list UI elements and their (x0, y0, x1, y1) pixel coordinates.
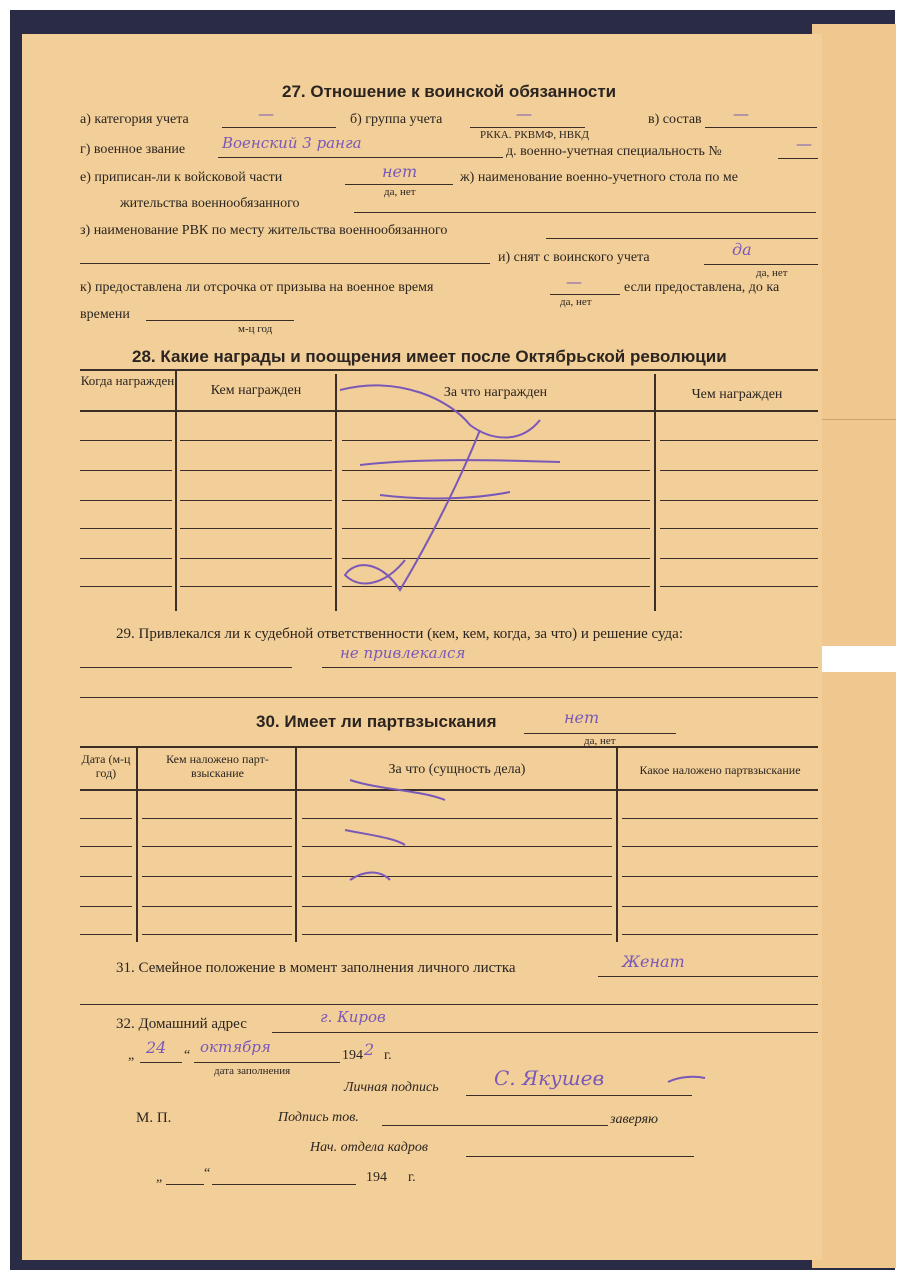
date-month: октября (200, 1038, 271, 1056)
field-i-hint: да, нет (756, 267, 788, 279)
field-i-value: да (732, 240, 752, 259)
date-year-digit: 2 (364, 1040, 375, 1059)
rkka-label: РККА. РКВМФ, НВКД (480, 129, 589, 141)
field-vremeni-label: времени (80, 307, 130, 322)
field-e-value: нет (382, 162, 418, 181)
penalty-col-what: Какое наложено партвзыскание (639, 763, 801, 777)
bottom-quote-close: “ (204, 1166, 211, 1181)
field-e-label: е) приписан-ли к войсковой части (80, 170, 283, 185)
field-k-label: к) предоставлена ли отсрочка от призыва на военное время (80, 280, 434, 295)
section-32-text: 32. Домашний адрес (116, 1016, 247, 1032)
field-g-value: Военский 3 ранга (222, 134, 362, 152)
penalty-col-who: Кем наложено парт-взыскание (166, 752, 269, 780)
date-g: г. (384, 1048, 392, 1063)
awards-col-what: Чем награжден (691, 387, 783, 402)
hr-head-label: Нач. отдела кадров (310, 1140, 428, 1155)
field-b-label: б) группа учета (350, 112, 443, 127)
field-zh-label: ж) наименование военно-учетного стола по ме (460, 170, 738, 185)
date-quote-open: „ (128, 1048, 135, 1063)
field-zh-label-2: жительства военнообязанного (120, 196, 300, 211)
field-k-label-2: если предоставлена, до ка (624, 280, 780, 295)
awards-col-who: Кем награжден (210, 383, 302, 398)
date-year: 194 (342, 1048, 363, 1063)
field-v-value: — (733, 104, 749, 123)
penalty-col-date: Дата (м-ц год) (81, 752, 131, 780)
field-a-label: а) категория учета (80, 112, 189, 127)
field-i-label: и) снят с воинского учета (498, 250, 650, 265)
bottom-g: г. (408, 1170, 416, 1185)
field-k-hint: да, нет (560, 296, 592, 308)
section-28-title: 28. Какие награды и поощрения имеет после Октябрьской революции (132, 347, 727, 366)
section-30-hint: да, нет (584, 735, 616, 747)
section-27-title: 27. Отношение к воинской обязанности (282, 82, 617, 101)
field-a-value: — (258, 104, 274, 123)
field-k-value: — (566, 272, 582, 291)
date-label: дата заполнения (214, 1065, 291, 1077)
section-31-value: Женат (622, 952, 685, 971)
section-29-value: не привлекался (340, 644, 466, 662)
field-v-label: в) состав (648, 112, 702, 127)
field-b-value: — (516, 104, 532, 123)
field-e-hint: да, нет (384, 186, 416, 198)
bottom-year: 194 (366, 1170, 387, 1185)
personal-signature: С. Якушев (494, 1066, 605, 1090)
personal-signature-label: Личная подпись (344, 1080, 439, 1095)
awards-col-why: За что награжден (443, 385, 548, 400)
section-30-value: нет (564, 708, 600, 727)
penalty-col-why: За что (сущность дела) (388, 762, 526, 777)
date-quote-close: “ (184, 1048, 191, 1063)
field-vremeni-hint: м-ц год (238, 323, 273, 335)
field-z-label: з) наименование РВК по месту жительства военнообязанного (80, 223, 448, 238)
field-d-label: д. военно-учетная специальность № (506, 144, 722, 159)
section-29-text: 29. Привлекался ли к судебной ответственности (кем, кем, когда, за что) и решение суда: (116, 626, 684, 642)
section-32-value: г. Киров (320, 1008, 386, 1026)
mp-label: М. П. (136, 1110, 172, 1126)
section-31-text: 31. Семейное положение в момент заполнения личного листка (116, 960, 516, 976)
date-day: 24 (146, 1038, 167, 1057)
awards-col-when: Когда награжден (80, 373, 175, 388)
certify-label: заверяю (610, 1112, 658, 1127)
signature-tov-label: Подпись тов. (278, 1110, 359, 1125)
section-30-title: 30. Имеет ли партвзыскания (256, 712, 497, 731)
field-g-label: г) военное звание (80, 142, 186, 157)
bottom-quote-open: „ (156, 1170, 163, 1185)
field-d-value: — (796, 134, 812, 153)
